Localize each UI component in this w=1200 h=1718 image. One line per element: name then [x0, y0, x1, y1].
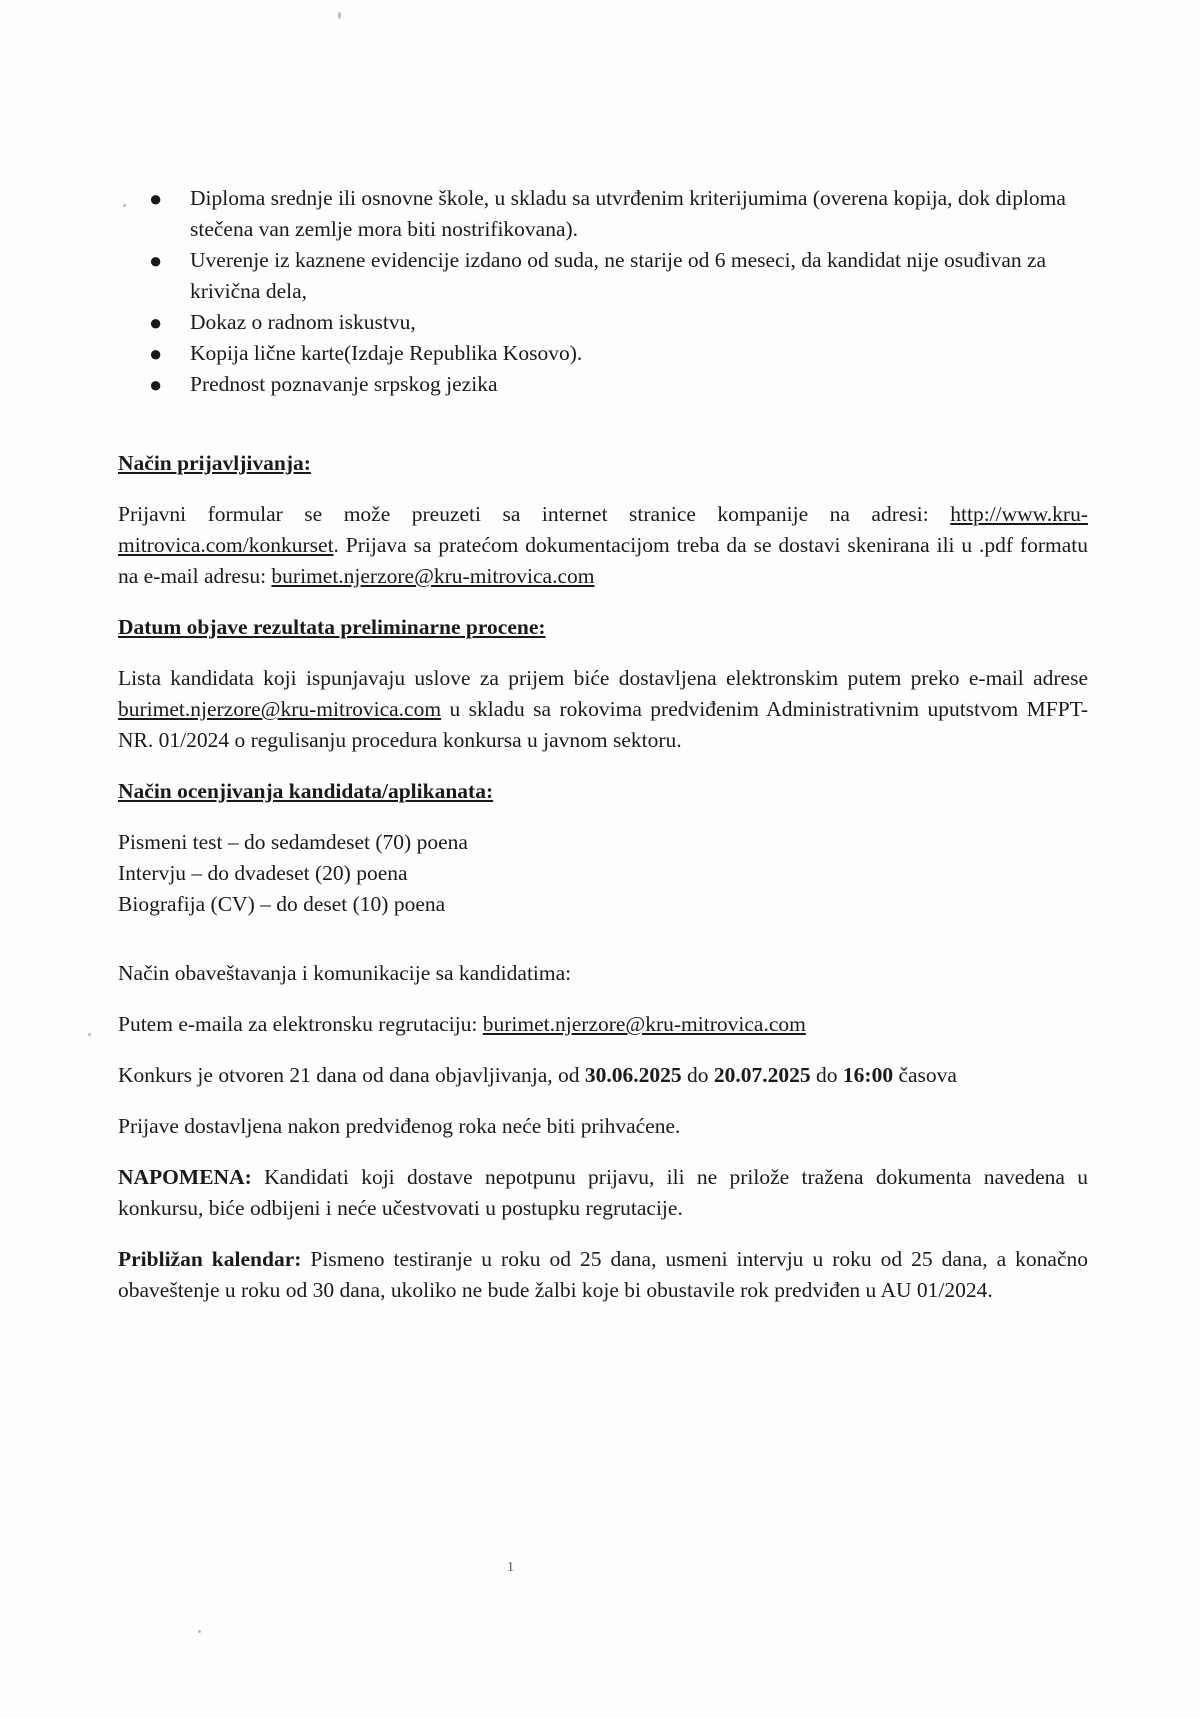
document-body	[118, 183, 1088, 1326]
evaluation-item: Biografija (CV) – do deset (10) poena	[118, 892, 446, 916]
calendar-label: Približan kalendar:	[118, 1247, 302, 1271]
note-label: NAPOMENA:	[118, 1165, 252, 1189]
evaluation-item: Pismeni test – do sedamdeset (70) poena	[118, 830, 468, 854]
page-number: 1	[507, 1560, 514, 1575]
list-item: ● Kopija lične karte(Izdaje Republika Kosovo).	[149, 341, 583, 366]
communication-paragraph: Putem e-maila za elektronsku regrutaciju: burimet.njerzore@kru-mitrovica.com	[118, 1012, 806, 1036]
list-item: ● Prednost poznavanje srpskog jezika	[149, 372, 498, 397]
deadline-time: 16:00	[842, 1063, 894, 1087]
results-heading: Datum objave rezultata preliminarne procene:	[118, 615, 546, 639]
list-item: ● Dokaz o radnom iskustvu,	[149, 310, 416, 335]
start-date: 30.06.2025	[584, 1063, 682, 1087]
requirements-list	[118, 183, 1088, 400]
communication-heading: Način obaveštavanja i komunikacije sa kandidatima:	[118, 961, 572, 985]
communication-email-link[interactable]: burimet.njerzore@kru-mitrovica.com	[482, 1012, 806, 1036]
list-item: ● Diploma srednje ili osnovne škole, u skladu sa utvrđenim kriterijumima (overena kopija, dok diploma stečena van zemlje mora biti nostrifikovana).	[149, 186, 1066, 241]
application-heading: Način prijavljivanja:	[118, 451, 311, 475]
scan-speck	[198, 1630, 201, 1633]
scan-speck	[338, 12, 341, 19]
note-paragraph: NAPOMENA: Kandidati koji dostave nepotpunu prijavu, ili ne prilože tražena dokumenta navedena u konkursu, biće odbijeni i neće učestvovati u postupku regrutacije.	[118, 1165, 1088, 1220]
evaluation-list	[118, 827, 1088, 920]
application-form-link[interactable]: http://www.kru-mitrovica.com/konkurset	[118, 502, 1088, 557]
list-item: ● Uverenje iz kaznene evidencije izdano od suda, ne starije od 6 meseci, da kandidat nije osuđivan za krivična dela,	[149, 248, 1047, 303]
calendar-paragraph: Približan kalendar: Pismeno testiranje u roku od 25 dana, usmeni intervju u roku od 25 dana, a konačno obaveštenje u roku od 30 dana, ukoliko ne bude žalbi koje bi obustavile rok predviđen u AU 01/2024.	[118, 1247, 1088, 1302]
results-paragraph: Lista kandidata koji ispunjavaju uslove za prijem biće dostavljena elektronskim putem preko e-mail adrese burimet.njerzore@kru-mitrovica.com u skladu sa rokovima predviđenim Administrativnim uputstvom MFPT-NR. 01/2024 o regulisanju procedura konkursa u javnom sektoru.	[118, 666, 1088, 752]
end-date: 20.07.2025	[713, 1063, 811, 1087]
results-email-link[interactable]: burimet.njerzore@kru-mitrovica.com	[118, 697, 442, 721]
evaluation-heading: Način ocenjivanja kandidata/aplikanata:	[118, 779, 494, 803]
late-applications-paragraph: Prijave dostavljena nakon predviđenog roka neće biti prihvaćene.	[118, 1114, 681, 1138]
application-paragraph: Prijavni formular se može preuzeti sa internet stranice kompanije na adresi: http://www.kru-mitrovica.com/konkurset. Prijava sa pratećom dokumentacijom treba da se dostavi skenirana ili u .pdf formatu na e-mail adresu: burimet.njerzore@kru-mitrovica.com	[118, 502, 1088, 588]
evaluation-item: Intervju – do dvadeset (20) poena	[118, 861, 408, 885]
application-email-link[interactable]: burimet.njerzore@kru-mitrovica.com	[271, 564, 595, 588]
deadline-paragraph: Konkurs je otvoren 21 dana od dana objavljivanja, od 30.06.2025 do 20.07.2025 do 16:00 časova	[118, 1063, 957, 1087]
scan-speck	[88, 1033, 91, 1036]
